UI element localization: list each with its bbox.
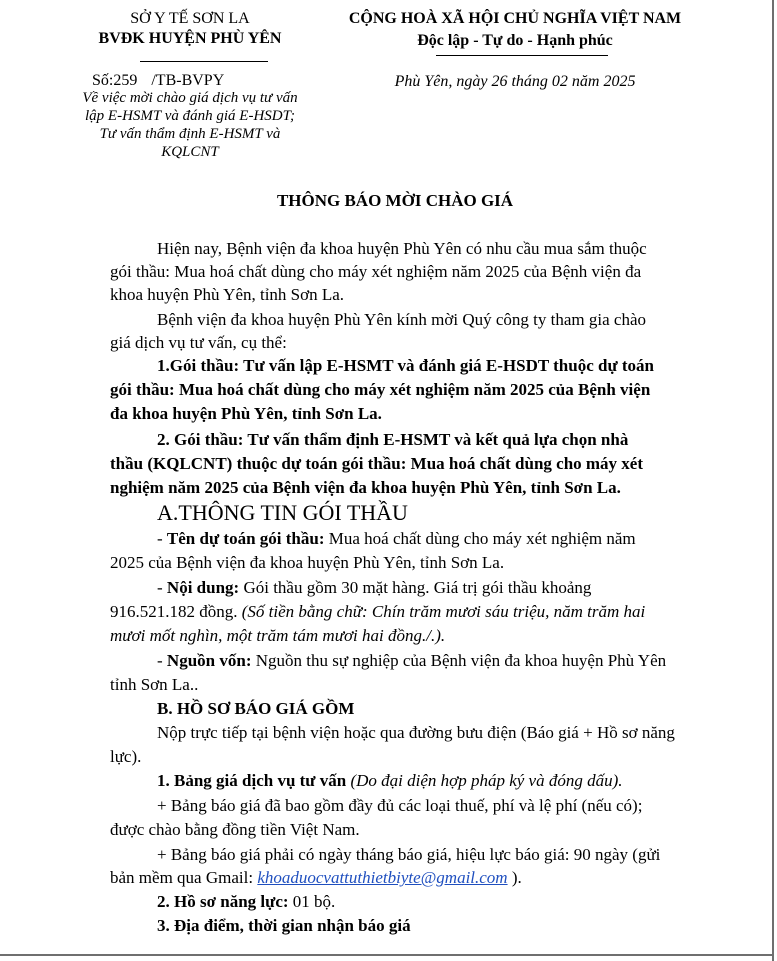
a-content-line-3: mươi mốt nghìn, một trăm tám mươi hai đồng./.).: [110, 626, 446, 645]
number-prefix: Số:259: [92, 72, 138, 89]
b2-label: 2. Hồ sơ năng lực:: [157, 892, 289, 911]
document-number: [92, 72, 224, 90]
item-2-line-1: 2. Gói thầu: Tư vấn thẩm định E-HSMT và kết quả lựa chọn nhà: [157, 430, 629, 449]
b1-label: 1. Bảng giá dịch vụ tư vấn: [157, 771, 347, 790]
a-content-line-1: - Nội dung: Gói thầu gồm 30 mặt hàng. Giá trị gói thầu khoảng: [157, 578, 592, 597]
b1-tax-line-1: + Bảng báo giá đã bao gồm đầy đủ các loại thuế, phí và lệ phí (nếu có);: [157, 796, 643, 815]
agency-name: SỞ Y TẾ SƠN LA: [130, 10, 250, 27]
a-source-label: Nguồn vốn:: [166, 651, 252, 670]
item-1-line-2: gói thầu: Mua hoá chất dùng cho máy xét nghiệm năm 2025 của Bệnh viện: [110, 380, 651, 399]
intro-1-line-3: khoa huyện Phù Yên, tỉnh Sơn La.: [110, 285, 345, 304]
place-date: Phù Yên, ngày 26 tháng 02 năm 2025: [394, 73, 636, 90]
a-source-line-1: - Nguồn vốn: Nguồn thu sự nghiệp của Bệnh viện đa khoa huyện Phù Yên: [157, 651, 667, 670]
b1-validity-line-1: + Bảng báo giá phải có ngày tháng báo giá, hiệu lực báo giá: 90 ngày (gửi: [157, 845, 661, 864]
subject-line-4: KQLCNT: [161, 144, 219, 160]
item-1-line-1: 1.Gói thầu: Tư vấn lập E-HSMT và đánh giá E-HSDT thuộc dự toán: [157, 356, 655, 375]
a-name-text: Mua hoá chất dùng cho máy xét nghiệm năm: [324, 529, 636, 548]
national-slogan: Độc lập - Tự do - Hạnh phúc: [417, 32, 613, 49]
b1-heading: [157, 771, 623, 791]
section-a-heading: A.THÔNG TIN GÓI THẦU: [157, 500, 408, 525]
intro-1-line-1: Hiện nay, Bệnh viện đa khoa huyện Phù Yên có nhu cầu mua sắm thuộc: [157, 239, 647, 258]
b1-gmail-suffix: ).: [507, 868, 522, 887]
a-content-label: Nội dung:: [166, 578, 240, 597]
intro-2-line-1: Bệnh viện đa khoa huyện Phù Yên kính mời Quý công ty tham gia chào: [157, 310, 646, 329]
hospital-name: BVĐK HUYỆN PHÙ YÊN: [98, 30, 282, 47]
page-edge-right: [772, 0, 774, 961]
a-content-words-1: (Số tiền bằng chữ: Chín trăm mươi sáu triệu, năm trăm hai: [241, 602, 646, 621]
subject-line-1: Về việc mời chào giá dịch vụ tư vấn: [82, 90, 298, 106]
b3-line: 3. Địa điểm, thời gian nhận báo giá: [157, 916, 411, 935]
a-source-line-2: tỉnh Sơn La..: [110, 675, 199, 694]
email-link[interactable]: khoaduocvattuthietbiyte@gmail.com: [257, 868, 508, 887]
item-1-line-3: đa khoa huyện Phù Yên, tỉnh Sơn La.: [110, 404, 382, 423]
item-2-line-3: nghiệm năm 2025 của Bệnh viện đa khoa huyện Phù Yên, tỉnh Sơn La.: [110, 478, 621, 497]
page-edge-bottom: [0, 954, 774, 956]
a-source-text: Nguồn thu sự nghiệp của Bệnh viện đa khoa huyện Phù Yên: [251, 651, 667, 670]
a-name-label: Tên dự toán gói thầu:: [166, 529, 325, 548]
b1-gmail-prefix: bản mềm qua Gmail:: [110, 868, 258, 887]
b-intro-line-2: lực).: [110, 747, 142, 766]
subject-line-2: lập E-HSMT và đánh giá E-HSDT;: [85, 108, 295, 124]
a-content-text: Gói thầu gồm 30 mặt hàng. Giá trị gói thầu khoảng: [239, 578, 592, 597]
national-motto: CỘNG HOÀ XÃ HỘI CHỦ NGHĨA VIỆT NAM: [348, 10, 682, 27]
page-title: THÔNG BÁO MỜI CHÀO GIÁ: [276, 191, 514, 210]
b1-tax-line-2: được chào bằng đồng tiền Việt Nam.: [110, 820, 360, 839]
intro-1-line-2: gói thầu: Mua hoá chất dùng cho máy xét nghiệm năm 2025 của Bệnh viện đa: [110, 262, 642, 281]
intro-2-line-2: giá dịch vụ tư vấn, cụ thể:: [110, 333, 287, 352]
section-b-heading: B. HỒ SƠ BÁO GIÁ GỒM: [157, 699, 355, 718]
b1-validity-line-2: [110, 868, 522, 888]
b-intro-line-1: Nộp trực tiếp tại bệnh viện hoặc qua đường bưu điện (Báo giá + Hồ sơ năng: [157, 723, 675, 742]
number-suffix: /TB-BVPY: [151, 72, 225, 89]
header-underline-right: [436, 55, 608, 56]
b2-line: [157, 892, 335, 912]
a-name-line-2: 2025 của Bệnh viện đa khoa huyện Phù Yên, tỉnh Sơn La.: [110, 553, 505, 572]
a-content-amount: 916.521.182 đồng.: [110, 602, 238, 621]
header-underline-left: [140, 61, 268, 62]
subject-line-3: Tư vấn thẩm định E-HSMT và: [99, 126, 281, 142]
a-name-line-1: - Tên dự toán gói thầu: Mua hoá chất dùng cho máy xét nghiệm năm: [157, 529, 636, 548]
b2-value: 01 bộ.: [288, 892, 336, 911]
b1-note: (Do đại diện hợp pháp ký và đóng dấu).: [350, 771, 623, 790]
item-2-line-2: thầu (KQLCNT) thuộc dự toán gói thầu: Mua hoá chất dùng cho máy xét: [110, 454, 644, 473]
a-content-line-2: [110, 602, 645, 622]
